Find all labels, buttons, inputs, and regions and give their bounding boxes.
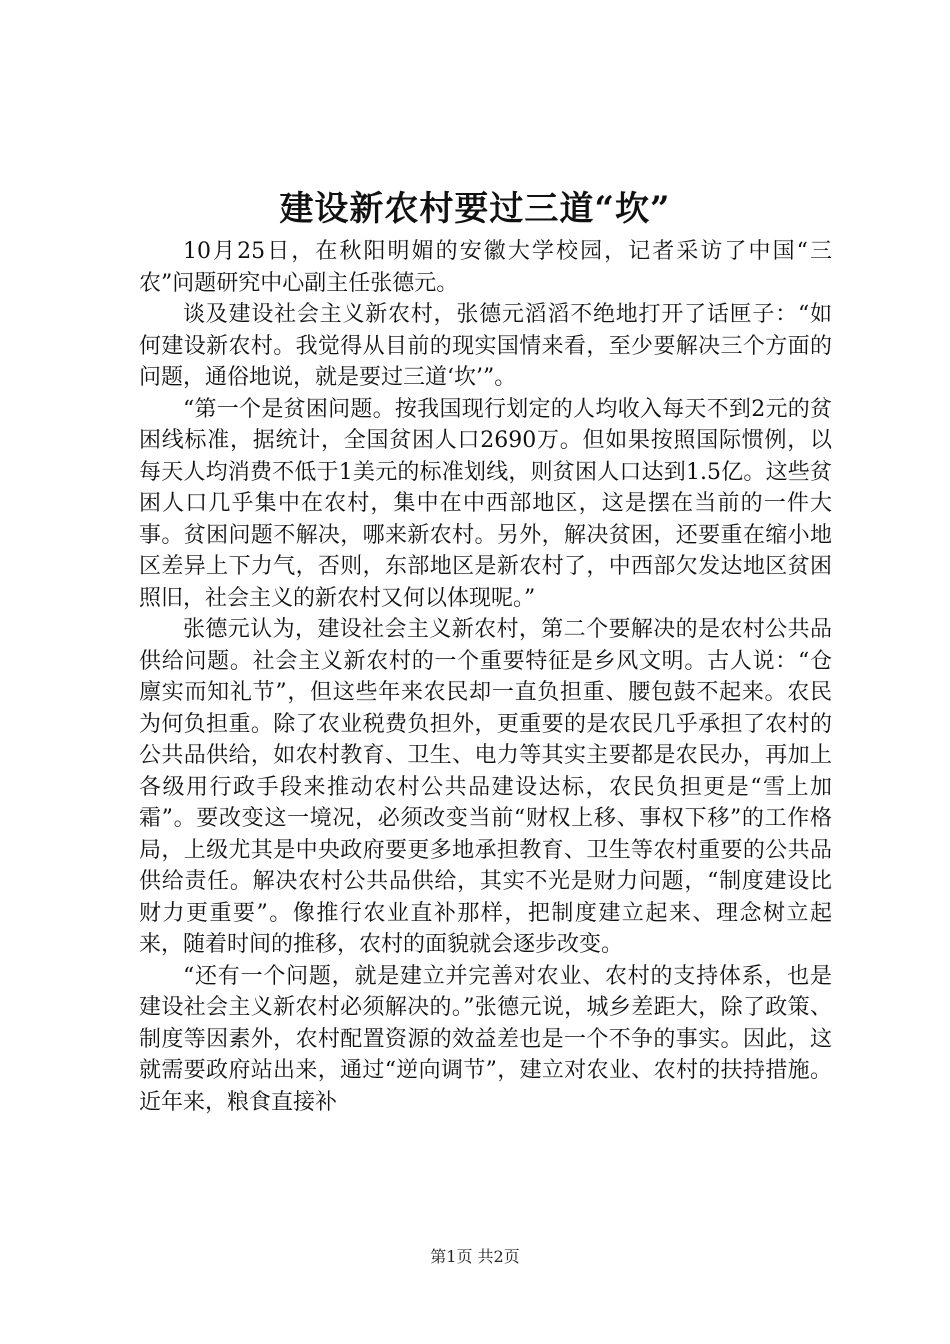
paragraph-4: 张德元认为，建设社会主义新农村，第二个要解决的是农村公共品供给问题。社会主义新农村的一个重要特征是乡风文明。古人说：“仓廪实而知礼节”，但这些年来农民却一直负担重、腰包鼓不起来。农民为何负担重。除了农业税费负担外，更重要的是农民几乎承担了农村的公共品供给，如农村教育、卫生、电力等其实主要都是农民办，再加上各级用行政手段来推动农村公共品建设达标，农民负担更是“雪上加霜”。要改变这一境况，必须改变当前“财权上移、事权下移”的工作格局，上级尤其是中央政府要更多地承担教育、卫生等农村重要的公共品供给责任。解决农村公共品供给，其实不光是财力问题，“制度建设比财力更重要”。像推行农业直补那样，把制度建立起来、理念树立起来，随着时间的推移，农村的面貌就会逐步改变。	[139, 617, 832, 957]
paragraph-2: 谈及建设社会主义新农村，张德元滔滔不绝地打开了话匣子：“如何建设新农村。我觉得从目前的现实国情来看，至少要解决三个方面的问题，通俗地说，就是要过三道‘坎’”。	[139, 302, 832, 390]
paragraph-3: “第一个是贫困问题。按我国现行划定的人均收入每天不到2元的贫困线标准，据统计，全国贫困人口2690万。但如果按照国际惯例，以每天人均消费不低于1美元的标准划线，则贫困人口达到1.5亿。这些贫困人口几乎集中在农村，集中在中西部地区，这是摆在当前的一件大事。贫困问题不解决，哪来新农村。另外，解决贫困，还要重在缩小地区差异上下力气，否则，东部地区是新农村了，中西部欠发达地区贫困照旧，社会主义的新农村又何以体现呢。”	[139, 396, 832, 611]
paragraph-1: 10月25日，在秋阳明媚的安徽大学校园，记者采访了中国“三农”问题研究中心副主任张德元。	[139, 239, 832, 296]
document-title: 建设新农村要过三道“坎”	[279, 189, 671, 229]
article-body	[139, 236, 832, 1118]
paragraph-5: “还有一个问题，就是建立并完善对农业、农村的支持体系，也是建设社会主义新农村必须解决的。”张德元说，城乡差距大，除了政策、制度等因素外，农村配置资源的效益差也是一个不争的事实。因此，这就需要政府站出来，通过“逆向调节”，建立对农业、农村的扶持措施。近年来，粮食直接补	[139, 963, 832, 1115]
page-footer: 第1页 共2页	[430, 1247, 520, 1266]
